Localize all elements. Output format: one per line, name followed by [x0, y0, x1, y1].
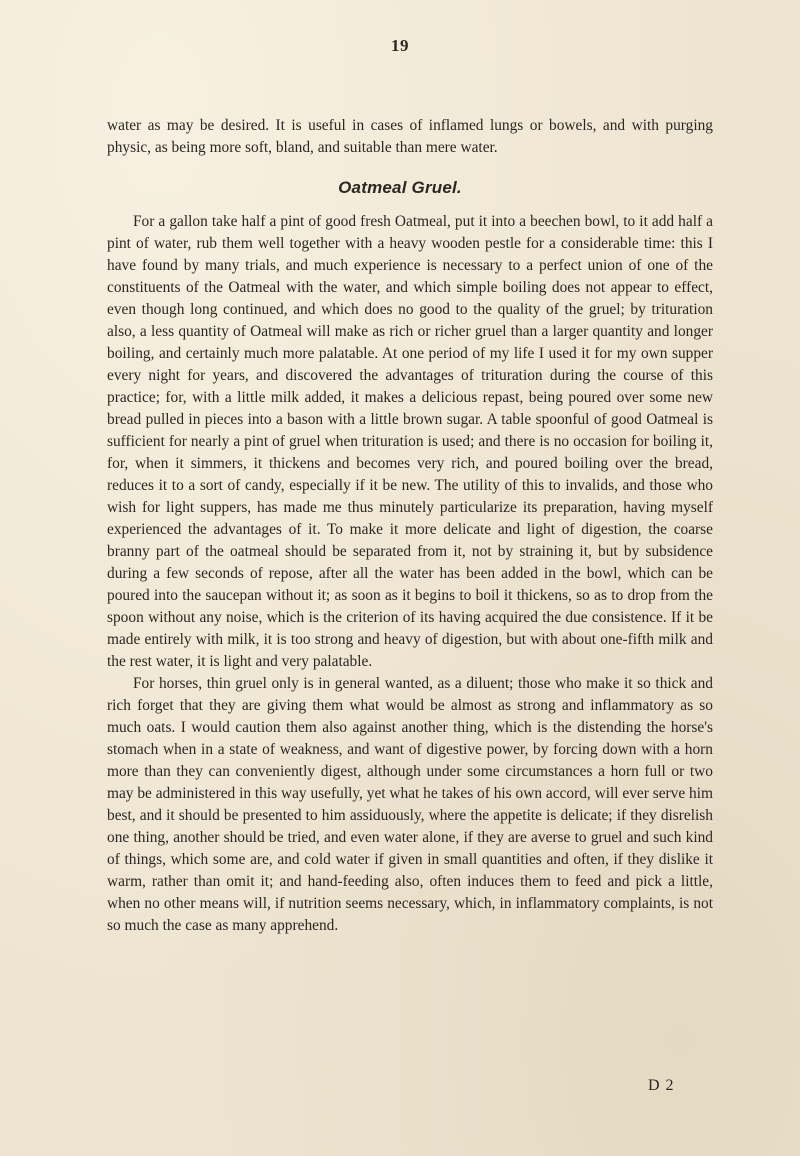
paragraph-horses: For horses, thin gruel only is in general wanted, as a diluent; those who make it so thick and rich forget that they are giving them what would be almost as strong and inflammatory as so much oats. I would caution them also against another thing, which is the distending the horse's stomach when in a state of weakness, and want of digestive power, by forcing down with a horn more than they can conveniently digest, although under some circumstances a horn full or two may be administered in this way usefully, yet what he takes of his own accord, will ever serve him best, and it should be presented to him assiduously, where the appetite is delicate; if they disrelish one thing, another should be tried, and even water alone, if they are averse to gruel and such kind of things, which some are, and cold water if given in small quantities and often, if they dislike it warm, rather than omit it; and hand-feeding also, often induces them to feed and pick a little, when no other means will, if nutrition seems necessary, which, in inflammatory complaints, is not so much the case as many apprehend. [107, 675, 713, 934]
signature-mark: D 2 [648, 1077, 675, 1094]
section-heading: Oatmeal Gruel. [338, 178, 462, 197]
body-text [107, 211, 713, 937]
intro-paragraph: water as may be desired. It is useful in cases of inflamed lungs or bowels, and with purging physic, as being more soft, bland, and suitable than mere water. [107, 117, 713, 156]
paragraph-oatmeal-gruel: For a gallon take half a pint of good fresh Oatmeal, put it into a beechen bowl, to it add half a pint of water, rub them well together with a heavy wooden pestle for a considerable time: this I have found by many trials, and much experience is necessary to a perfect union of one of the constituents of the Oatmeal with the water, and which simple boiling does not appear to effect, even though long continued, and which does no good to the quality of the gruel; by trituration also, a less quantity of Oatmeal will make as rich or richer gruel than a larger quantity and longer boiling, and certainly much more palatable. At one period of my life I used it for my own supper every night for years, and discovered the advantages of trituration during the course of this practice; for, with a little milk added, it makes a delicious repast, being poured over some new bread pulled in pieces into a bason with a little brown sugar. A table spoonful of good Oatmeal is sufficient for nearly a pint of gruel when trituration is used; and there is no occasion for boiling it, for, when it simmers, it thickens and becomes very rich, and poured boiling over the bread, reduces it to a sort of candy, especially if it be new. The utility of this to invalids, and those who wish for light suppers, has made me thus minutely particularize its preparation, having myself experienced the advantages of it. To make it more delicate and light of digestion, the coarse branny part of the oatmeal should be separated from it, not by straining it, but by subsidence during a few seconds of repose, after all the water has been added in the bowl, which can be poured into the saucepan without it; as soon as it begins to boil it thickens, so as to drop from the spoon without any noise, which is the criterion of its having acquired the due consistence. If it be made entirely with milk, it is too strong and heavy of digestion, but with about one-fifth milk and the rest water, it is light and very palatable. [107, 213, 713, 670]
page-number: 19 [391, 36, 409, 55]
